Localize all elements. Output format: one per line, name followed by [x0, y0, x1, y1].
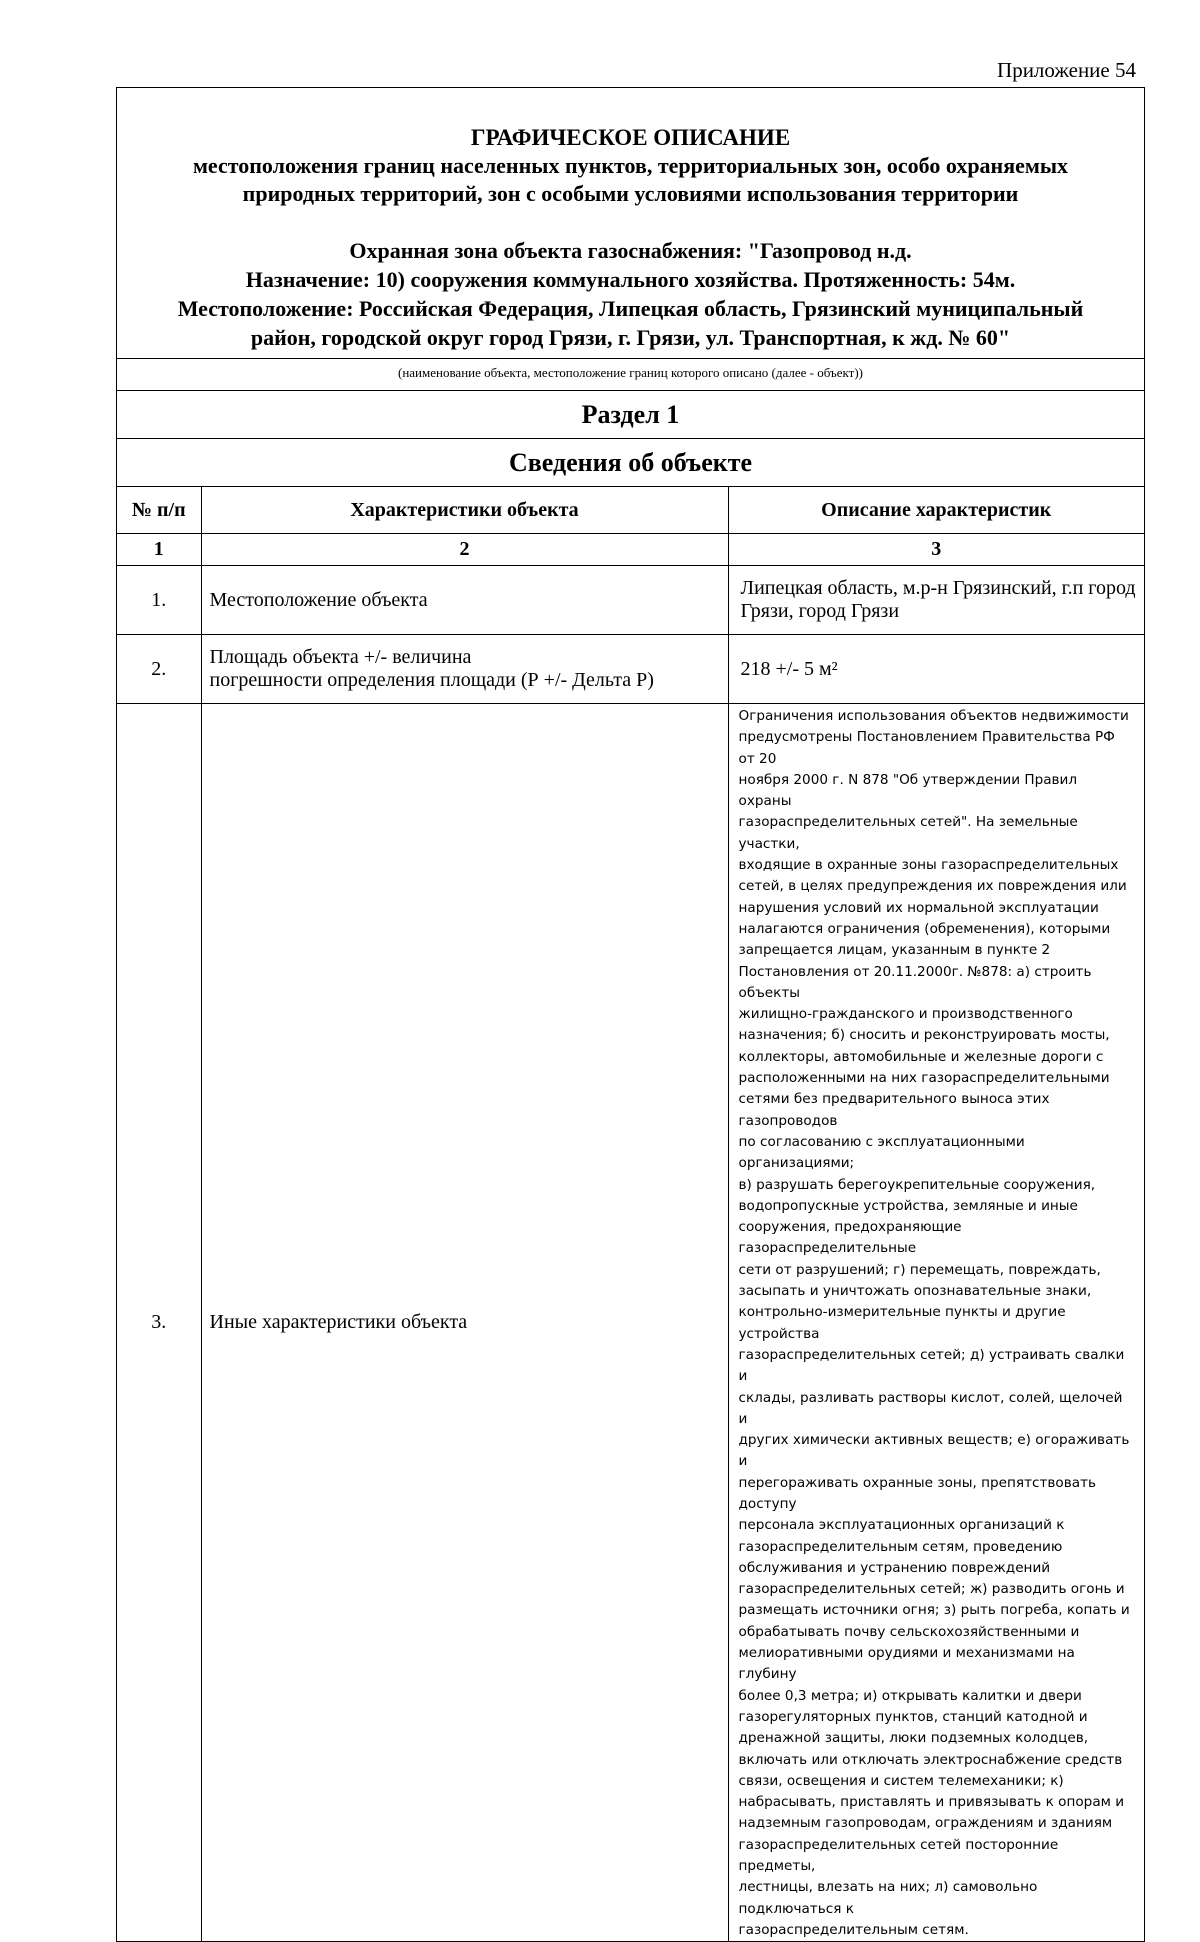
restriction-line: входящие в охранные зоны газораспределительных — [738, 857, 1119, 874]
restriction-line: контрольно-измерительные пункты и другие устройства — [738, 1304, 1066, 1342]
header-characteristic: Характеристики объекта — [201, 487, 728, 534]
row-number: 1. — [117, 566, 201, 635]
table-row — [117, 704, 1144, 1942]
restriction-line: предусмотрены Постановлением Правительства РФ от 20 — [738, 729, 1115, 767]
restriction-line: включать или отключать электроснабжение средств — [738, 1751, 1123, 1768]
header-description: Описание характеристик — [728, 487, 1144, 534]
column-number-3: 3 — [728, 534, 1144, 566]
restriction-line: налагаются ограничения (обременения), которыми — [738, 920, 1111, 937]
section-title: Раздел 1 — [117, 390, 1144, 438]
restriction-line: газораспределительных сетей". На земельные участки, — [738, 814, 1078, 852]
restriction-line: обслуживания и устранению повреждений — [738, 1559, 1051, 1576]
restriction-line: обрабатывать почву сельскохозяйственными и — [738, 1623, 1080, 1640]
object-line-4: район, городской округ город Грязи, г. Грязи, ул. Транспортная, к жд. № 60" — [250, 325, 1011, 350]
restriction-line: коллекторы, автомобильные и железные дороги с — [738, 1048, 1104, 1065]
section-subtitle: Сведения об объекте — [117, 438, 1144, 486]
document-frame — [116, 87, 1145, 1942]
restrictions-text — [739, 706, 1135, 1941]
header-number: № п/п — [117, 487, 201, 534]
restriction-line: сетей, в целях предупреждения их повреждения или — [738, 878, 1127, 895]
document-title: ГРАФИЧЕСКОЕ ОПИСАНИЕ — [470, 125, 791, 150]
appendix-label: Приложение 54 — [997, 58, 1136, 82]
restriction-line: газораспределительных сетей; ж) разводить огонь и — [738, 1581, 1125, 1598]
object-line-3: Местоположение: Российская Федерация, Липецкая область, Грязинский муниципальный — [177, 296, 1084, 321]
restriction-line: по согласованию с эксплуатационными организациями; — [738, 1133, 1025, 1172]
table-row — [117, 635, 1144, 704]
column-number-row — [117, 534, 1144, 566]
restriction-line: Ограничения использования объектов недвижимости — [738, 708, 1129, 724]
restriction-line: сетями без предварительного выноса этих газопроводов — [738, 1091, 1050, 1129]
restriction-line: засыпать и уничтожать опознавательные знаки, — [738, 1283, 1092, 1300]
restriction-line: сети от разрушений; г) перемещать, повреждать, — [738, 1261, 1101, 1278]
row-characteristic: Местоположение объекта — [201, 566, 728, 635]
row-number: 2. — [117, 635, 201, 704]
restriction-line: нарушения условий их нормальной эксплуатации — [738, 899, 1099, 916]
row-characteristic — [201, 635, 728, 704]
subtitle-line-2: природных территорий, зон с особыми условиями использования территории — [242, 181, 1019, 206]
restriction-line: газораспределительных сетей; д) устраивать свалки и — [738, 1346, 1125, 1385]
restriction-line: набрасывать, приставлять и привязывать к опорам и — [738, 1794, 1125, 1811]
object-caption: (наименование объекта, местоположение границ которого описано (далее - объект)) — [117, 358, 1144, 390]
row-description: Липецкая область, м.р-н Грязинский, г.п город Грязи, город Грязи — [728, 566, 1144, 635]
characteristic-line-1: Площадь объекта +/- величина — [209, 646, 472, 668]
restriction-line: Постановления от 20.11.2000г. №878: а) строить объекты — [738, 963, 1092, 1001]
restriction-line: более 0,3 метра; и) открывать калитки и двери — [738, 1687, 1082, 1704]
subtitle-line-1: местоположения границ населенных пунктов, территориальных зон, особо охраняемых — [192, 153, 1069, 178]
restriction-line: газораспределительным сетям. — [738, 1921, 969, 1938]
table-row — [117, 566, 1144, 635]
restriction-line: газораспределительных сетей посторонние предметы, — [738, 1836, 1059, 1875]
restriction-line: связи, освещения и систем телемеханики; к) — [738, 1772, 1064, 1789]
row-characteristic: Иные характеристики объекта — [201, 704, 728, 1942]
document-header — [117, 88, 1144, 358]
restriction-line: склады, разливать растворы кислот, солей, щелочей и — [738, 1389, 1123, 1427]
column-number-1: 1 — [117, 534, 201, 566]
row-description-restrictions — [728, 704, 1144, 1942]
object-description — [137, 236, 1124, 352]
restriction-line: назначения; б) сносить и реконструировать мосты, — [738, 1027, 1110, 1044]
restriction-line: в) разрушать берегоукрепительные сооружения, — [738, 1176, 1096, 1193]
restriction-line: жилищно-гражданского и производственного — [738, 1006, 1073, 1023]
restriction-line: мелиоративными орудиями и механизмами на глубину — [738, 1645, 1075, 1683]
object-line-2: Назначение: 10) сооружения коммунального хозяйства. Протяженность: 54м. — [245, 267, 1016, 292]
table-header-row — [117, 487, 1144, 534]
restriction-line: размещать источники огня; з) рыть погреба, копать и — [738, 1602, 1130, 1619]
restriction-line: газораспределительным сетям, проведению — [738, 1538, 1063, 1555]
restriction-line: лестницы, влезать на них; л) самовольно подключаться к — [738, 1879, 1038, 1917]
restriction-line: ноября 2000 г. N 878 "Об утверждении Правил охраны — [738, 771, 1078, 810]
restriction-line: запрещается лицам, указанным в пункте 2 — [738, 942, 1051, 959]
row-number: 3. — [117, 704, 201, 1942]
object-line-1: Охранная зона объекта газоснабжения: "Газопровод н.д. — [349, 238, 912, 263]
restriction-line: персонала эксплуатационных организаций к — [738, 1517, 1065, 1534]
restriction-line: сооружения, предохраняющие газораспределительные — [738, 1219, 962, 1257]
restriction-line: перегораживать охранные зоны, препятствовать доступу — [738, 1474, 1097, 1512]
row-description: 218 +/- 5 м² — [728, 635, 1144, 704]
restriction-line: расположенными на них газораспределительными — [738, 1070, 1110, 1087]
object-info-table — [117, 486, 1144, 1941]
restriction-line: других химически активных веществ; е) огораживать и — [738, 1432, 1130, 1470]
restriction-line: дренажной защиты, люки подземных колодцев, — [738, 1730, 1089, 1747]
restriction-line: надземным газопроводам, ограждениям и зданиям — [738, 1815, 1113, 1832]
characteristic-line-2: погрешности определения площади (Р +/- Дельта Р) — [209, 669, 654, 691]
restriction-line: водопропускные устройства, земляные и иные — [738, 1197, 1078, 1214]
column-number-2: 2 — [201, 534, 728, 566]
restriction-line: газорегуляторных пунктов, станций катодной и — [738, 1708, 1088, 1725]
